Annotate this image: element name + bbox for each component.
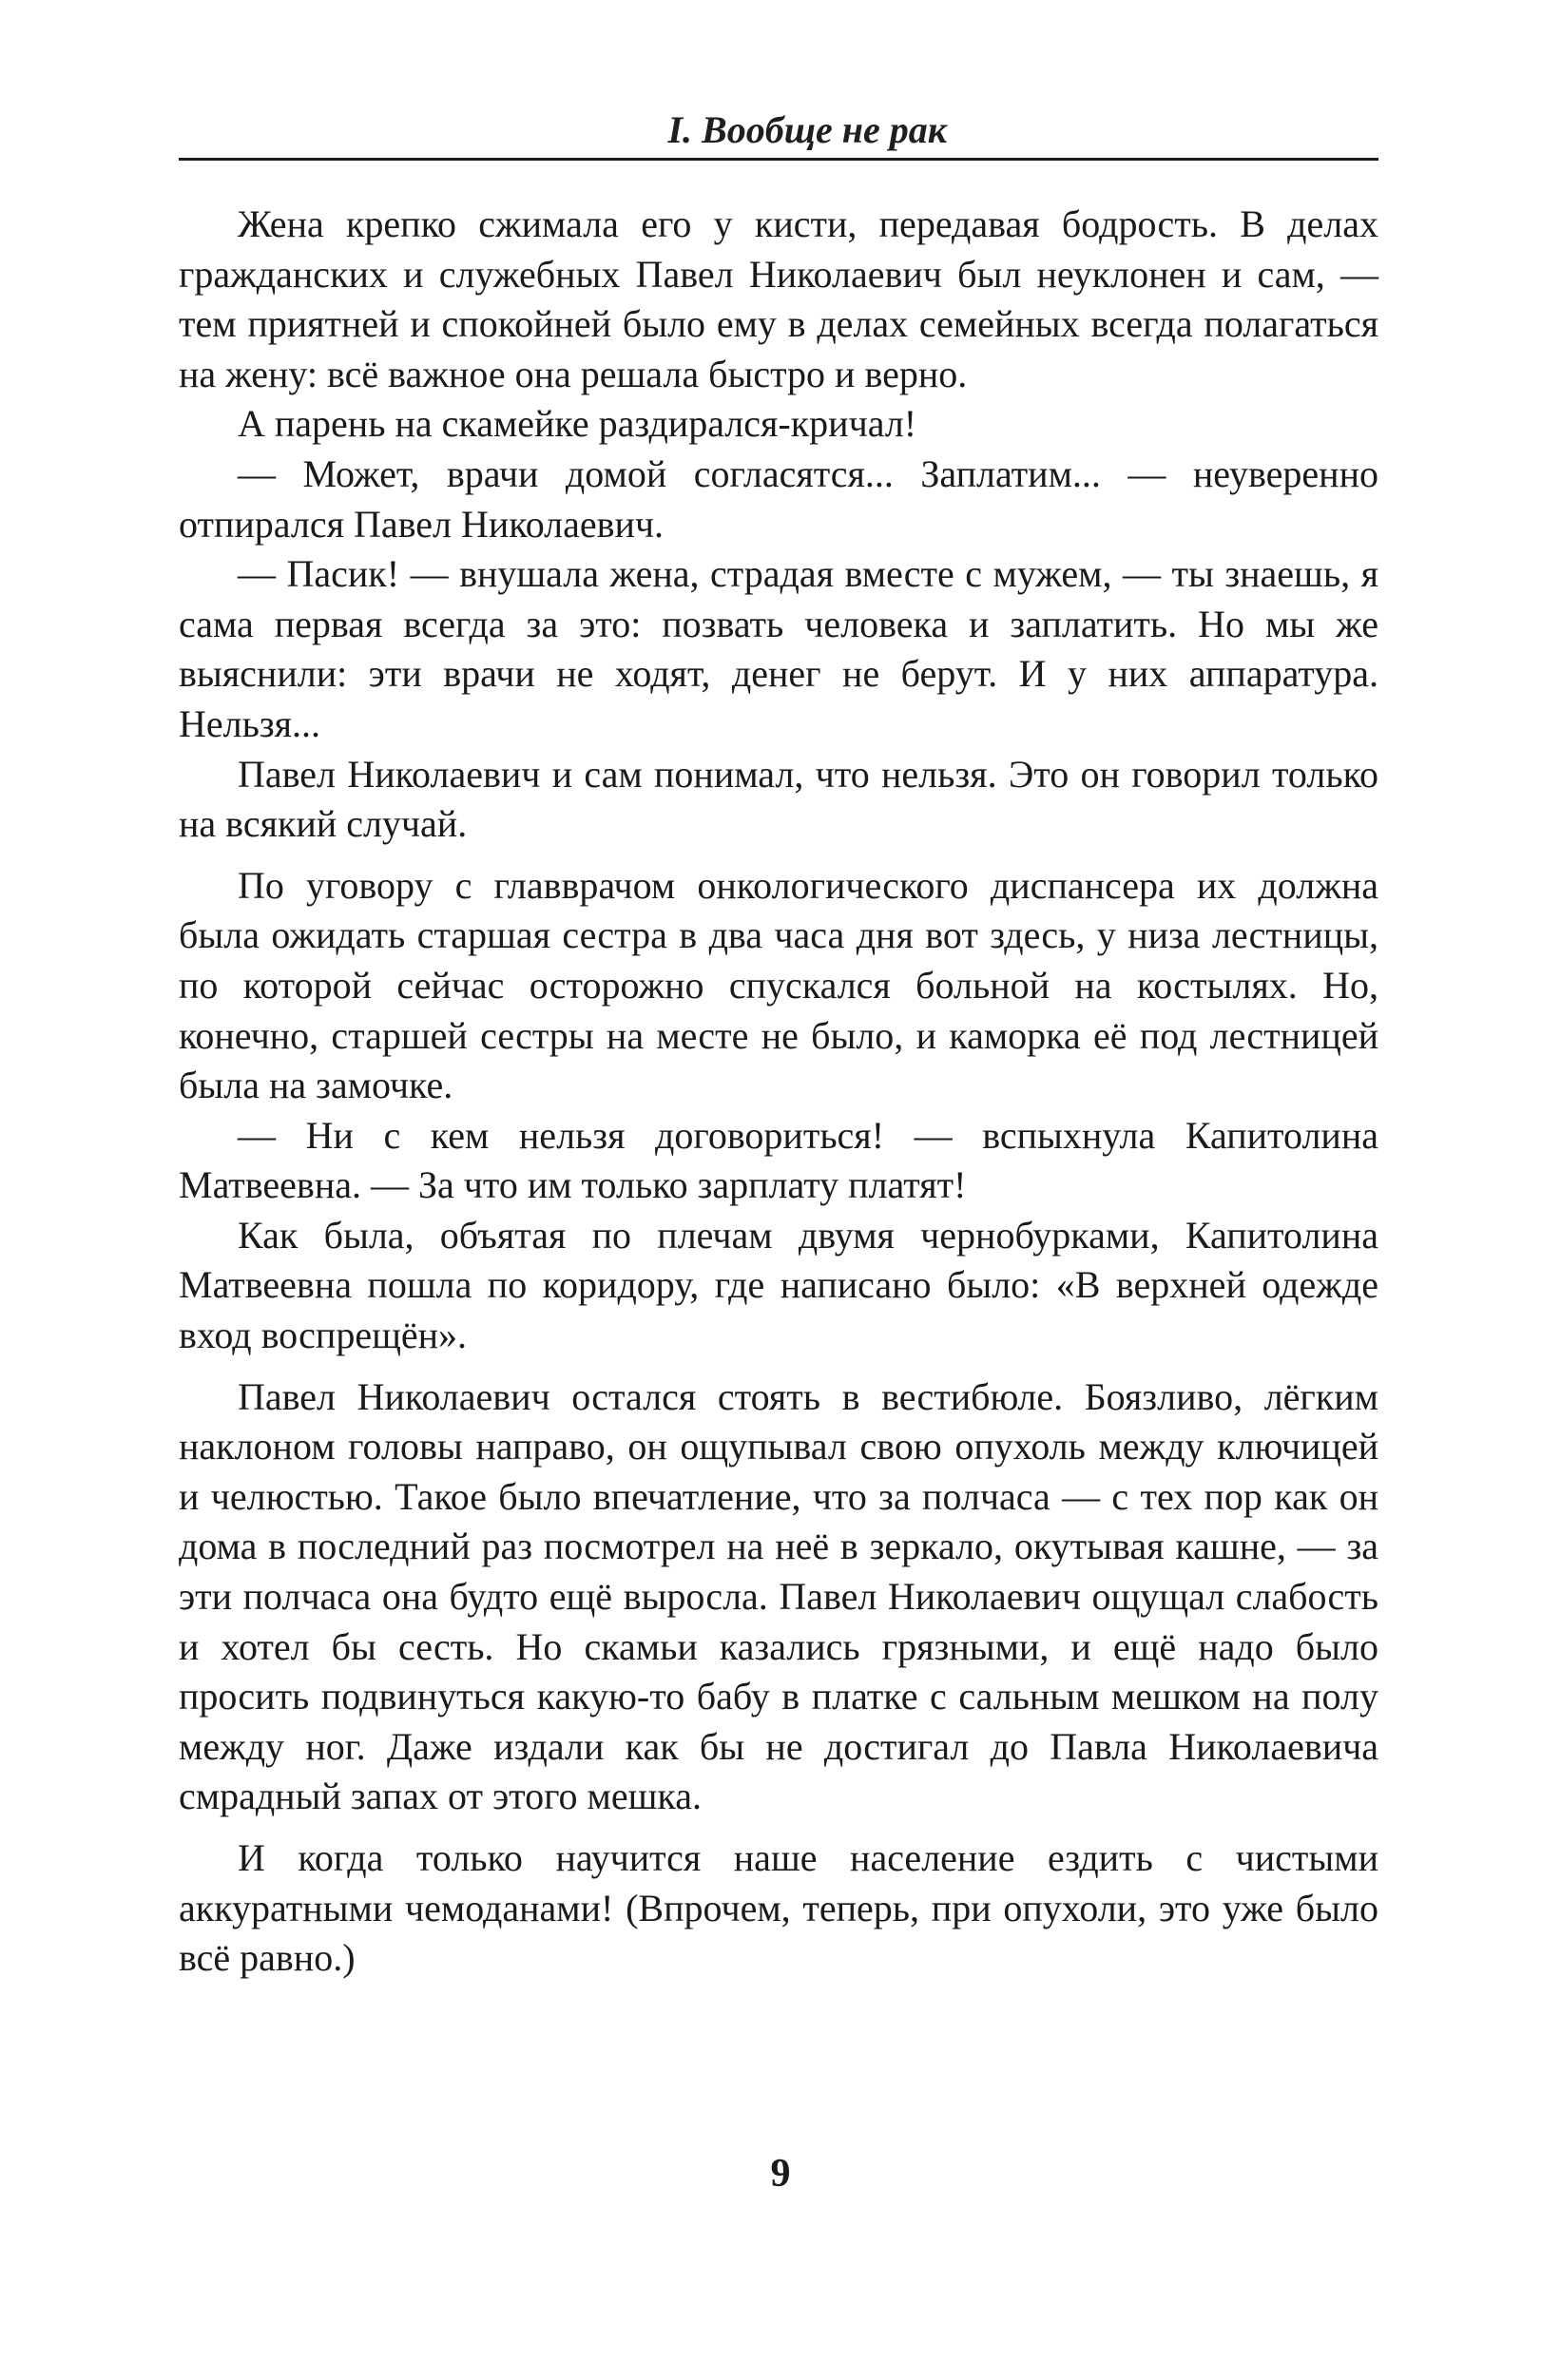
paragraph-5: Павел Николаевич и сам понимал, что нельзя. Это он говорил только на всякий случай. — [179, 752, 1378, 846]
paragraph-9: Павел Николаевич остался стоять в вестибюле. Боязливо, лёгким наклоном головы направо, он ощупывал свою опухоль между ключицей и челюстью. Такое было впечатление, что за полчаса — с тех пор как он дома в последний раз посмотрел на неё в зеркало, окутывая кашне, — за эти полчаса она будто ещё выросла. Павел Николаевич ощущал слабость и хотел бы сесть. Но скамьи казались грязными, и ещё надо было просить подвинуться какую-то бабу в платке с сальным мешком на полу между ног. Даже издали как бы не достигал до Павла Николаевича смрадный запах от этого мешка. — [179, 1374, 1378, 1818]
paragraph-1: Жена крепко сжимала его у кисти, передавая бодрость. В делах гражданских и служебных Павел Николаевич был неуклонен и сам, — тем приятней и спокойней было ему в делах семейных всегда полагаться на жену: всё важное она решала быстро и верно. — [179, 202, 1378, 395]
paragraph-8: Как была, объятая по плечам двумя чернобурками, Капитолина Матвеевна пошла по коридору, где написано было: «В верхней одежде вход воспрещён». — [179, 1213, 1378, 1357]
body-text — [179, 200, 1378, 1984]
paragraph-10: И когда только научится наше население ездить с чистыми аккуратными чемоданами! (Впрочем, теперь, при опухоли, это уже было всё равно.) — [179, 1836, 1378, 1980]
running-head: I. Вообще не рак — [667, 108, 947, 151]
paragraph-4: — Пасик! — внушала жена, страдая вместе с мужем, — ты знаешь, я сама первая всегда за это: позвать человека и заплатить. Но мы же выяснили: эти врачи не ходят, денег не берут. И у них аппаратура. Нельзя... — [179, 552, 1378, 745]
paragraph-2: А парень на скамейке раздирался-кричал! — [238, 402, 917, 446]
paragraph-3: — Может, врачи домой согласятся... Заплатим... — неуверенно отпирался Павел Николаевич. — [179, 451, 1378, 546]
paragraph-6: По уговору с главврачом онкологического диспансера их должна была ожидать старшая сестра в два часа дня вот здесь, у низа лестницы, по которой сейчас осторожно спускался больной на костылях. Но, конечно, старшей сестры на месте не было, и каморка её под лестницей была на замочке. — [179, 863, 1378, 1107]
page-number: 9 — [770, 2152, 791, 2196]
paragraph-7: — Ни с кем нельзя договориться! — вспыхнула Капитолина Матвеевна. — За что им только зарплату платят! — [179, 1113, 1378, 1207]
header-rule — [179, 158, 1378, 161]
